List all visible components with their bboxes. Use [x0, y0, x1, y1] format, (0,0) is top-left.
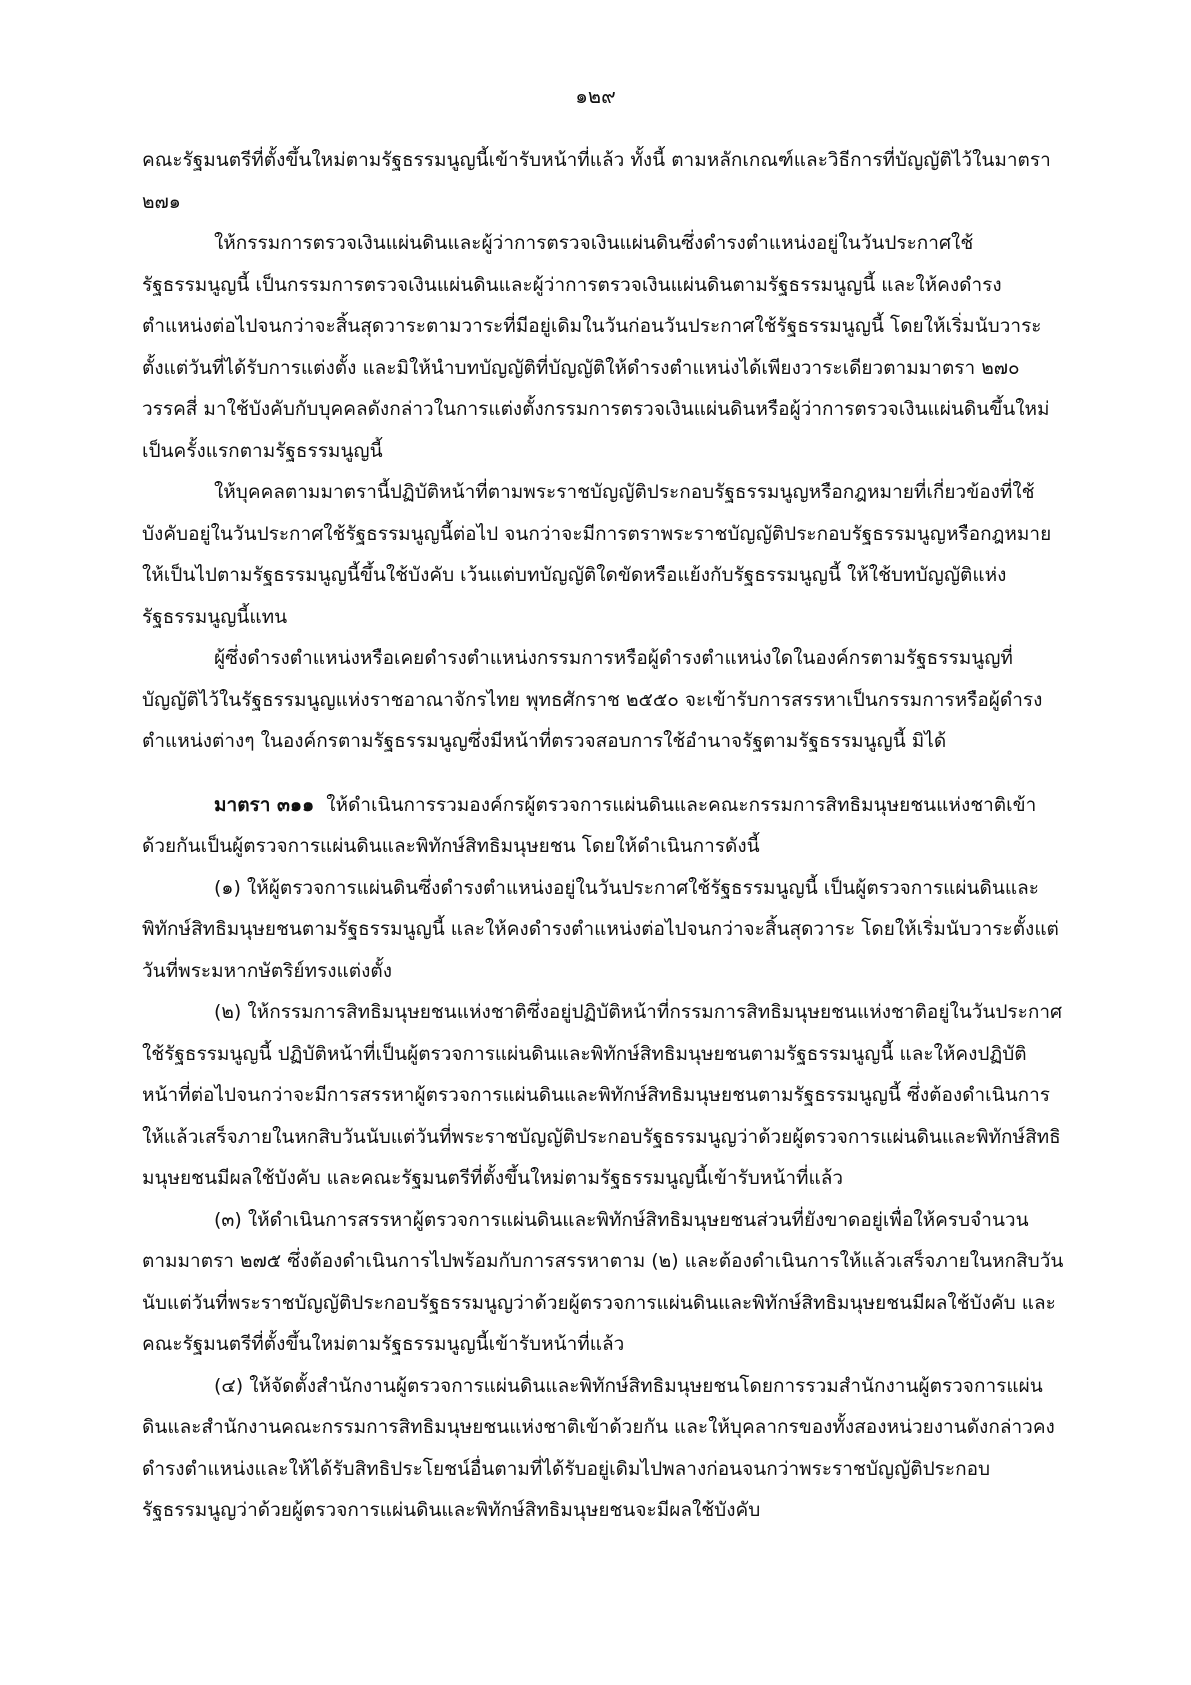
- page-number: ๑๒๙: [575, 84, 616, 108]
- paragraph-auditor-general: ให้กรรมการตรวจเงินแผ่นดินและผู้ว่าการตรวจเงินแผ่นดินซึ่งดำรงตำแหน่งอยู่ในวันประกาศใช้รัฐธรรมนูญนี้ เป็นกรรมการตรวจเงินแผ่นดินและผู้ว่าการตรวจเงินแผ่นดินตามรัฐธรรมนูญนี้ และให้คงดำรงตำแหน่งต่อไปจนกว่าจะสิ้นสุดวาระตามวาระที่มีอยู่เดิมในวันก่อนวันประกาศใช้รัฐธรรมนูญนี้ โดยให้เริ่มนับวาระตั้งแต่วันที่ได้รับการแต่งตั้ง และมิให้นำบทบัญญัติที่บัญญัติให้ดำรงตำแหน่งได้เพียงวาระเดียวตามมาตรา ๒๗๐ วรรคสี่ มาใช้บังคับกับบุคคลดังกล่าวในการแต่งตั้งกรรมการตรวจเงินแผ่นดินหรือผู้ว่าการตรวจเงินแผ่นดินขึ้นใหม่เป็นครั้งแรกตามรัฐธรรมนูญนี้: [142, 232, 1050, 462]
- section-item: (๔) ให้จัดตั้งสำนักงานผู้ตรวจการแผ่นดินและพิทักษ์สิทธิมนุษยชนโดยการรวมสำนักงานผู้ตรวจการแผ่นดินและสำนักงานคณะกรรมการสิทธิมนุษยชนแห่งชาติเข้าด้วยกัน และให้บุคลากรของทั้งสองหน่วยงานดังกล่าวคงดำรงตำแหน่งและให้ได้รับสิทธิประโยชน์อื่นตามที่ได้รับอยู่เดิมไปพลางก่อนจนกว่าพระราชบัญญัติประกอบรัฐธรรมนูญว่าด้วยผู้ตรวจการแผ่นดินและพิทักษ์สิทธิมนุษยชนจะมีผลใช้บังคับ: [142, 1374, 1055, 1521]
- document-body: [142, 140, 1064, 1532]
- paragraph-applicable-law: ให้บุคคลตามมาตรานี้ปฏิบัติหน้าที่ตามพระราชบัญญัติประกอบรัฐธรรมนูญหรือกฎหมายที่เกี่ยวข้องที่ใช้บังคับอยู่ในวันประกาศใช้รัฐธรรมนูญนี้ต่อไป จนกว่าจะมีการตราพระราชบัญญัติประกอบรัฐธรรมนูญหรือกฎหมายให้เป็นไปตามรัฐธรรมนูญนี้ขึ้นใช้บังคับ เว้นแต่บทบัญญัติใดขัดหรือแย้งกับรัฐธรรมนูญนี้ ให้ใช้บทบัญญัติแห่งรัฐธรรมนูญนี้แทน: [142, 481, 1052, 628]
- section-item: (๑) ให้ผู้ตรวจการแผ่นดินซึ่งดำรงตำแหน่งอยู่ในวันประกาศใช้รัฐธรรมนูญนี้ เป็นผู้ตรวจการแผ่นดินและพิทักษ์สิทธิมนุษยชนตามรัฐธรรมนูญนี้ และให้คงดำรงตำแหน่งต่อไปจนกว่าจะสิ้นสุดวาระ โดยให้เริ่มนับวาระตั้งแต่วันที่พระมหากษัตริย์ทรงแต่งตั้ง: [142, 876, 1059, 982]
- section-311: [142, 785, 1064, 868]
- section-item: (๓) ให้ดำเนินการสรรหาผู้ตรวจการแผ่นดินและพิทักษ์สิทธิมนุษยชนส่วนที่ยังขาดอยู่เพื่อให้ครบจำนวนตามมาตรา ๒๗๕ ซึ่งต้องดำเนินการไปพร้อมกับการสรรหาตาม (๒) และต้องดำเนินการให้แล้วเสร็จภายในหกสิบวันนับแต่วันที่พระราชบัญญัติประกอบรัฐธรรมนูญว่าด้วยผู้ตรวจการแผ่นดินและพิทักษ์สิทธิมนุษยชนมีผลใช้บังคับ และคณะรัฐมนตรีที่ตั้งขึ้นใหม่ตามรัฐธรรมนูญนี้เข้ารับหน้าที่แล้ว: [142, 1208, 1064, 1355]
- section-item: (๒) ให้กรรมการสิทธิมนุษยชนแห่งชาติซึ่งอยู่ปฏิบัติหน้าที่กรรมการสิทธิมนุษยชนแห่งชาติอยู่ในวันประกาศใช้รัฐธรรมนูญนี้ ปฏิบัติหน้าที่เป็นผู้ตรวจการแผ่นดินและพิทักษ์สิทธิมนุษยชนตามรัฐธรรมนูญนี้ และให้คงปฏิบัติหน้าที่ต่อไปจนกว่าจะมีการสรรหาผู้ตรวจการแผ่นดินและพิทักษ์สิทธิมนุษยชนตามรัฐธรรมนูญนี้ ซึ่งต้องดำเนินการให้แล้วเสร็จภายในหกสิบวันนับแต่วันที่พระราชบัญญัติประกอบรัฐธรรมนูญว่าด้วยผู้ตรวจการแผ่นดินและพิทักษ์สิทธิมนุษยชนมีผลใช้บังคับ และคณะรัฐมนตรีที่ตั้งขึ้นใหม่ตามรัฐธรรมนูญนี้เข้ารับหน้าที่แล้ว: [142, 1001, 1063, 1189]
- paragraph-eligibility: ผู้ซึ่งดำรงตำแหน่งหรือเคยดำรงตำแหน่งกรรมการหรือผู้ดำรงตำแหน่งใดในองค์กรตามรัฐธรรมนูญที่บัญญัติไว้ในรัฐธรรมนูญแห่งราชอาณาจักรไทย พุทธศักราช ๒๕๕๐ จะเข้ารับการสรรหาเป็นกรรมการหรือผู้ดำรงตำแหน่งต่างๆ ในองค์กรตามรัฐธรรมนูญซึ่งมีหน้าที่ตรวจสอบการใช้อำนาจรัฐตามรัฐธรรมนูญนี้ มิได้: [142, 647, 1043, 752]
- paragraph-continuation: คณะรัฐมนตรีที่ตั้งขึ้นใหม่ตามรัฐธรรมนูญนี้เข้ารับหน้าที่แล้ว ทั้งนี้ ตามหลักเกณฑ์และวิธีการที่บัญญัติไว้ในมาตรา ๒๗๑: [142, 149, 1051, 213]
- section-text: ให้ดำเนินการรวมองค์กรผู้ตรวจการแผ่นดินและคณะกรรมการสิทธิมนุษยชนแห่งชาติเข้าด้วยกันเป็นผู้ตรวจการแผ่นดินและพิทักษ์สิทธิมนุษยชน โดยให้ดำเนินการดังนี้: [142, 793, 1037, 857]
- section-label: มาตรา ๓๑๑: [214, 793, 315, 816]
